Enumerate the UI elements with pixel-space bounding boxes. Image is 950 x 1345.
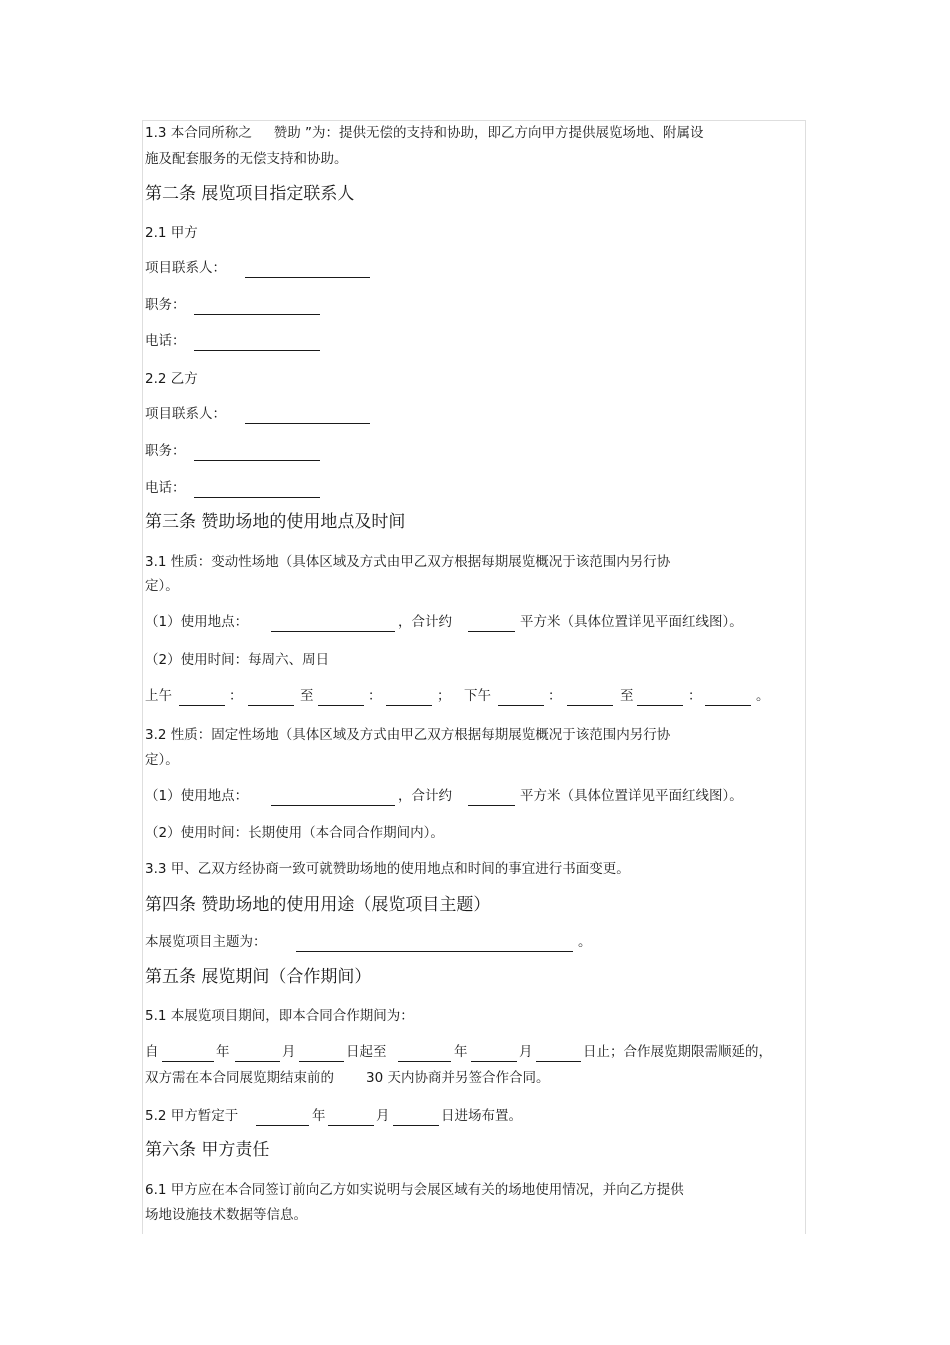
clause-1-3-line1 (145, 125, 704, 141)
pm-start-minute-blank[interactable] (567, 692, 613, 706)
clause-2-2: 2.2 乙方 (145, 371, 198, 387)
month-label-1: 月 (282, 1044, 296, 1060)
period-2: 。 (578, 934, 592, 950)
clause-3-2-line2: 定）。 (145, 752, 179, 768)
month-label-3: 月 (376, 1108, 390, 1124)
am-start-hour-blank[interactable] (179, 692, 225, 706)
approx-label-1: ，合计约 (398, 614, 452, 630)
am-end-hour-blank[interactable] (318, 692, 364, 706)
area-blank-2[interactable] (468, 792, 515, 806)
location-blank-2[interactable] (271, 792, 395, 806)
party-a-contact-blank[interactable] (245, 264, 370, 278)
setup-day-blank[interactable] (393, 1112, 439, 1126)
day-from-label: 日起至 (346, 1044, 387, 1060)
clause-3-3: 3.3 甲、乙双方经协商一致可就赞助场地的使用地点和时间的事宜进行书面变更。 (145, 861, 630, 877)
colon-1: ： (229, 688, 243, 704)
year-label-3: 年 (312, 1108, 326, 1124)
year-label-1: 年 (216, 1044, 230, 1060)
contact-label: 项目联系人： (145, 260, 226, 276)
end-day-blank[interactable] (536, 1048, 581, 1062)
setup-year-blank[interactable] (256, 1112, 309, 1126)
sqm-note-2: 平方米（具体位置详见平面红线图）。 (520, 788, 743, 804)
party-a-contact-row (145, 260, 226, 276)
clause-1-3-prefix: 1.3 本合同所称之 (145, 125, 252, 141)
party-b-phone-blank[interactable] (194, 484, 320, 498)
party-a-position-blank[interactable] (194, 301, 320, 315)
end-month-blank[interactable] (471, 1048, 517, 1062)
clause-5-1-line3 (145, 1070, 549, 1086)
party-b-position-row (145, 443, 186, 459)
pm-end-hour-blank[interactable] (637, 692, 683, 706)
from-label: 自 (145, 1044, 159, 1060)
setup-month-blank[interactable] (328, 1112, 374, 1126)
setup-date-row (0, 1108, 950, 1128)
article-5-heading: 第五条 展览期间（合作期间） (145, 967, 372, 987)
position-label: 职务： (145, 443, 186, 459)
pm-end-minute-blank[interactable] (705, 692, 751, 706)
article-3-heading: 第三条 赞助场地的使用地点及时间 (145, 512, 406, 532)
clause-1-3-line2: 施及配套服务的无偿支持和协助。 (145, 151, 348, 167)
colon-3: ： (548, 688, 562, 704)
am-label: 上午 (145, 688, 172, 704)
pm-start-hour-blank[interactable] (498, 692, 544, 706)
time-row (0, 688, 950, 708)
start-day-blank[interactable] (299, 1048, 344, 1062)
end-year-blank[interactable] (398, 1048, 451, 1062)
sqm-note-1: 平方米（具体位置详见平面红线图）。 (520, 614, 743, 630)
start-month-blank[interactable] (235, 1048, 280, 1062)
clause-3-1-line2: 定）。 (145, 578, 179, 594)
am-end-minute-blank[interactable] (386, 692, 432, 706)
party-b-phone-row (145, 480, 186, 496)
article-4-heading: 第四条 赞助场地的使用用途（展览项目主题） (145, 895, 491, 915)
pm-label: 下午 (464, 688, 491, 704)
article-2-heading: 第二条 展览项目指定联系人 (145, 184, 355, 204)
clause-3-2-time-label: （2）使用时间：长期使用（本合同合作期间内）。 (145, 825, 444, 841)
phone-label: 电话： (145, 333, 186, 349)
clause-5-1: 5.1 本展览项目期间，即本合同合作期间为： (145, 1008, 414, 1024)
phone-label: 电话： (145, 480, 186, 496)
to-1: 至 (300, 688, 314, 704)
clause-5-1-text-b: 30 天内协商并另签合作合同。 (366, 1070, 550, 1086)
year-label-2: 年 (454, 1044, 468, 1060)
party-a-phone-blank[interactable] (194, 337, 320, 351)
theme-label: 本展览项目主题为： (145, 934, 267, 950)
clause-5-2-label: 5.2 甲方暂定于 (145, 1108, 239, 1124)
page-frame (142, 120, 806, 1234)
clause-3-1-line1: 3.1 性质：变动性场地（具体区域及方式由甲乙双方根据每期展览概况于该范围内另行协 (145, 554, 671, 570)
party-b-position-blank[interactable] (194, 447, 320, 461)
colon-2: ： (368, 688, 382, 704)
clause-6-1-line2: 场地设施技术数据等信息。 (145, 1207, 307, 1223)
clause-2-1: 2.1 甲方 (145, 225, 198, 241)
theme-blank[interactable] (296, 938, 573, 952)
month-label-2: 月 (519, 1044, 533, 1060)
party-a-position-row (145, 297, 186, 313)
party-b-contact-blank[interactable] (245, 410, 370, 424)
day-setup-label: 日进场布置。 (441, 1108, 522, 1124)
party-b-contact-row (145, 406, 226, 422)
clause-6-1-line1: 6.1 甲方应在本合同签订前向乙方如实说明与会展区域有关的场地使用情况，并向乙方提供 (145, 1182, 684, 1198)
period-dates-row (0, 1044, 950, 1064)
clause-3-1-time-label: （2）使用时间：每周六、周日 (145, 652, 330, 668)
contact-label: 项目联系人： (145, 406, 226, 422)
approx-label-2: ，合计约 (398, 788, 452, 804)
location-blank-1[interactable] (271, 618, 395, 632)
clause-1-3-text: 赞助 ”为：提供无偿的支持和协助，即乙方向甲方提供展览场地、附属设 (273, 125, 704, 141)
party-a-phone-row (145, 333, 186, 349)
position-label: 职务： (145, 297, 186, 313)
clause-3-2-line1: 3.2 性质：固定性场地（具体区域及方式由甲乙双方根据每期展览概况于该范围内另行协 (145, 727, 671, 743)
to-2: 至 (620, 688, 634, 704)
clause-5-1-text-a: 双方需在本合同展览期结束前的 (145, 1070, 334, 1086)
period-1: 。 (756, 688, 770, 704)
day-end-label: 日止；合作展览期限需顺延的， (583, 1044, 772, 1060)
start-year-blank[interactable] (162, 1048, 214, 1062)
clause-3-2-location-label: （1）使用地点： (145, 788, 249, 804)
am-start-minute-blank[interactable] (248, 692, 294, 706)
semicolon: ； (437, 688, 451, 704)
article-6-heading: 第六条 甲方责任 (145, 1140, 270, 1160)
clause-3-1-location-label: （1）使用地点： (145, 614, 249, 630)
colon-4: ： (688, 688, 702, 704)
area-blank-1[interactable] (468, 618, 515, 632)
